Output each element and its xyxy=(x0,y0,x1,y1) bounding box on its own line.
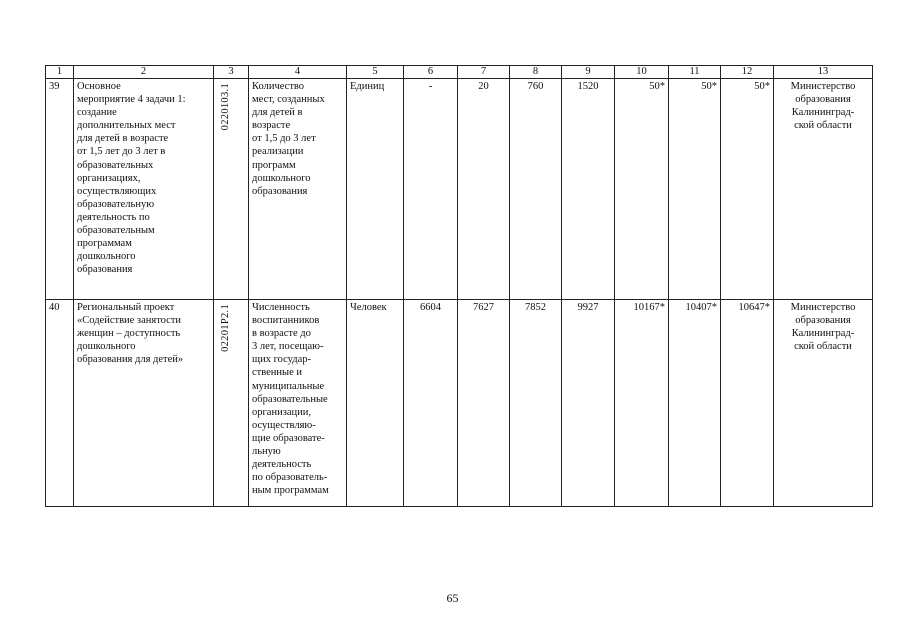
value-col12: 10647* xyxy=(721,300,774,507)
column-header: 5 xyxy=(347,66,404,79)
value-col9: 1520 xyxy=(562,79,615,300)
row-number: 39 xyxy=(46,79,74,300)
indicator-name: Количество мест, созданных для детей в возрасте от 1,5 до 3 лет реализации программ дошкольного образования xyxy=(249,79,347,300)
budget-code: 0220103.1 xyxy=(220,83,231,131)
value-col9: 9927 xyxy=(562,300,615,507)
value-col10: 10167* xyxy=(615,300,669,507)
code-cell xyxy=(214,300,249,507)
code-cell xyxy=(214,79,249,300)
column-header: 2 xyxy=(74,66,214,79)
table-row xyxy=(46,300,873,507)
column-header: 12 xyxy=(721,66,774,79)
table-row xyxy=(46,79,873,300)
event-name: Региональный проект «Содействие занятости женщин – доступность дошкольного образования для детей» xyxy=(74,300,214,507)
indicator-name: Численность воспитанников в возрасте до 3 лет, посещаю- щих государ- ственные и муниципальные образовательные организации, осуществляю- щие образовате- льную деятельность по образователь- ным программам xyxy=(249,300,347,507)
data-table xyxy=(45,65,873,507)
responsible-executor: Министерство образования Калининград- ской области xyxy=(774,79,873,300)
value-col11: 50* xyxy=(669,79,721,300)
column-header: 6 xyxy=(404,66,458,79)
value-col7: 7627 xyxy=(458,300,510,507)
row-number: 40 xyxy=(46,300,74,507)
event-name: Основное мероприятие 4 задачи 1: создание дополнительных мест для детей в возрасте от 1,5 лет до 3 лет в образовательных организациях, осуществляющих образовательную деятельность по образовательным программам дошкольного образования xyxy=(74,79,214,300)
value-col8: 760 xyxy=(510,79,562,300)
value-col10: 50* xyxy=(615,79,669,300)
unit: Единиц xyxy=(347,79,404,300)
page-number: 65 xyxy=(446,591,459,605)
column-header: 3 xyxy=(214,66,249,79)
value-col12: 50* xyxy=(721,79,774,300)
column-header: 11 xyxy=(669,66,721,79)
column-header: 1 xyxy=(46,66,74,79)
column-header: 9 xyxy=(562,66,615,79)
unit: Человек xyxy=(347,300,404,507)
column-header: 13 xyxy=(774,66,873,79)
column-header: 4 xyxy=(249,66,347,79)
column-header: 8 xyxy=(510,66,562,79)
value-col8: 7852 xyxy=(510,300,562,507)
column-header: 10 xyxy=(615,66,669,79)
column-header: 7 xyxy=(458,66,510,79)
value-col11: 10407* xyxy=(669,300,721,507)
budget-code: 02201P2.1 xyxy=(220,304,231,352)
value-col6: - xyxy=(404,79,458,300)
responsible-executor: Министерство образования Калининград- ской области xyxy=(774,300,873,507)
value-col6: 6604 xyxy=(404,300,458,507)
column-number-row xyxy=(46,66,873,79)
value-col7: 20 xyxy=(458,79,510,300)
